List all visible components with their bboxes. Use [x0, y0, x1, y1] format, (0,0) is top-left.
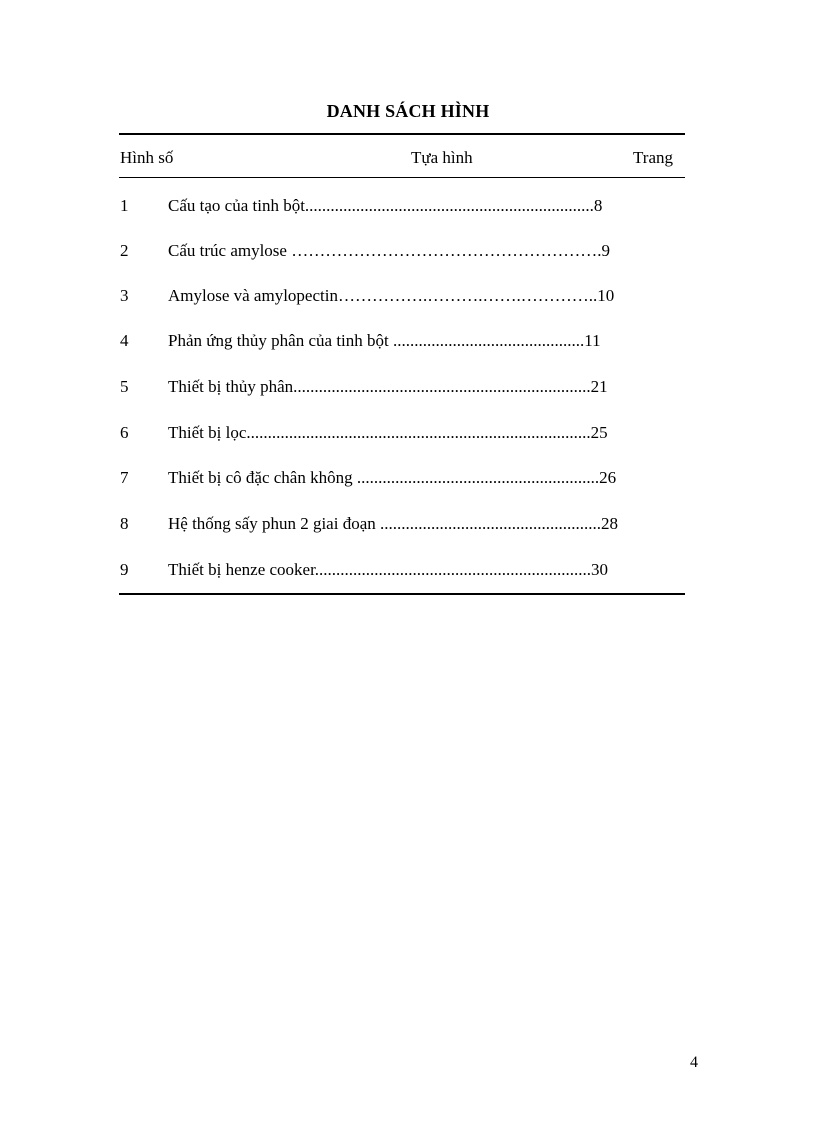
header-figure-title: Tựa hình: [411, 148, 473, 167]
figure-number: 9: [120, 560, 129, 579]
toc-row: [119, 513, 680, 535]
toc-row: [119, 559, 680, 581]
figure-number: 4: [120, 331, 129, 350]
figure-entry: Thiết bị henze cooker.................................................................30: [168, 560, 609, 579]
figure-number: 5: [120, 377, 129, 396]
figure-entry: Amylose và amylopectin…………….……….…….…………..10: [168, 286, 615, 305]
figure-number: 7: [120, 468, 129, 487]
toc-row: [119, 467, 680, 489]
table-top-rule: [119, 133, 685, 135]
toc-row: [119, 240, 680, 262]
figure-entry: Thiết bị lọc.................................................................................25: [168, 423, 608, 442]
toc-row: [119, 195, 680, 217]
figure-entry: Cấu trúc amylose ……………………………………………….9: [168, 241, 610, 260]
figure-entry: Phản ứng thủy phân của tinh bột .............................................11: [168, 331, 601, 350]
figure-number: 3: [120, 286, 129, 305]
figure-number: 6: [120, 423, 129, 442]
figure-number: 8: [120, 514, 129, 533]
table-header-rule: [119, 177, 685, 178]
header-page: Trang: [633, 148, 673, 167]
toc-row: [119, 285, 680, 307]
figure-number: 2: [120, 241, 129, 260]
figure-entry: Thiết bị thủy phân......................................................................21: [168, 377, 608, 396]
toc-row: [119, 422, 680, 444]
header-figure-number: Hình số: [120, 148, 174, 167]
figure-entry: Hệ thống sấy phun 2 giai đoạn ....................................................28: [168, 514, 618, 533]
figure-entry: Cấu tạo của tinh bột....................................................................8: [168, 196, 603, 215]
toc-row: [119, 330, 680, 352]
figure-number: 1: [120, 196, 129, 215]
toc-row: [119, 376, 680, 398]
page-number: 4: [690, 1054, 698, 1071]
table-bottom-rule: [119, 593, 685, 595]
figure-entry: Thiết bị cô đặc chân không .........................................................26: [168, 468, 617, 487]
page-title: DANH SÁCH HÌNH: [326, 101, 490, 121]
